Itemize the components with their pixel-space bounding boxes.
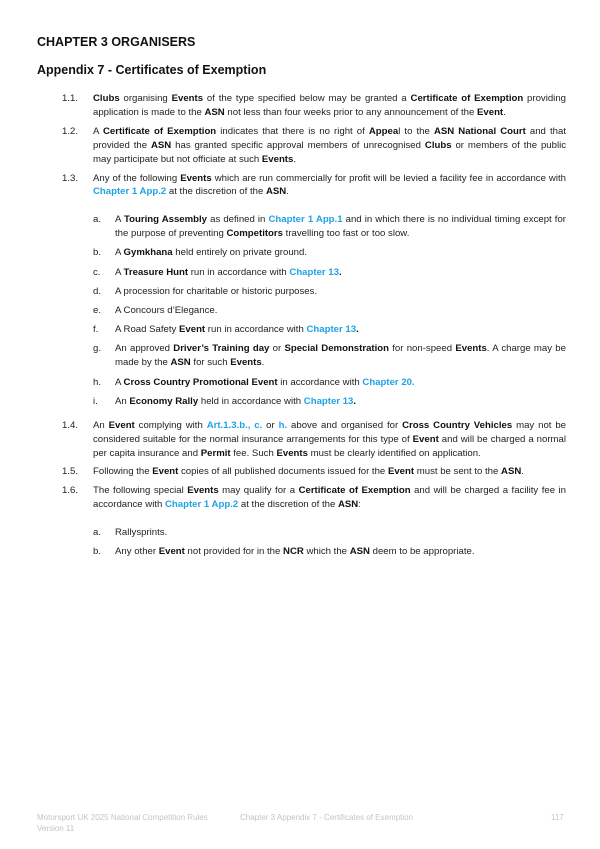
cross-reference-link[interactable]: Art.1.3.b., c. <box>206 419 263 431</box>
cross-reference-link[interactable]: h. <box>278 419 288 431</box>
defined-term: Gymkhana <box>123 247 173 259</box>
cross-reference-link[interactable]: Chapter 20. <box>362 376 415 388</box>
text-run: . <box>521 466 524 478</box>
defined-term: ASN <box>349 546 370 558</box>
text-run: and will be charged a facility fee in accordance with <box>93 485 566 511</box>
defined-term: Events <box>455 343 487 355</box>
text-run: which the <box>303 546 350 558</box>
text-run: or <box>262 419 279 431</box>
paragraph-number: 1.3. <box>62 172 79 184</box>
text-run: A Road Safety <box>115 324 179 336</box>
defined-term: ASN <box>170 357 191 369</box>
defined-term: Permit <box>200 447 231 459</box>
cross-reference-link[interactable]: Chapter 1 App.2 <box>165 499 239 511</box>
defined-term: Treasure Hunt <box>123 266 189 278</box>
text-run: run in accordance with <box>188 266 290 278</box>
sub-item-letter: a. <box>93 214 102 226</box>
sub-item-letter: c. <box>93 266 101 278</box>
sub-item <box>93 266 566 280</box>
text-run: Rallysprints. <box>115 527 168 539</box>
defined-term: Special Demonstration <box>284 343 389 355</box>
defined-term: ASN <box>150 139 172 151</box>
defined-term: ASN <box>265 186 287 198</box>
paragraph-number: 1.2. <box>62 125 79 137</box>
defined-term: Events <box>171 93 204 104</box>
sub-item-text <box>115 246 566 260</box>
text-run: as defined in <box>207 214 269 226</box>
sub-item-letter: h. <box>93 376 102 388</box>
text-run: indicates that there is no right of <box>216 125 369 137</box>
defined-term: ASN <box>337 499 359 511</box>
sub-item <box>93 285 566 299</box>
defined-term: . <box>356 324 359 336</box>
defined-term: Economy Rally <box>129 395 199 407</box>
paragraph-text <box>93 465 566 479</box>
paragraph <box>62 465 566 479</box>
text-run: held in accordance with <box>198 395 304 407</box>
sub-item <box>93 545 566 559</box>
text-run: complying with <box>134 419 207 431</box>
text-run: deem to be appropriate. <box>369 546 475 558</box>
text-run: which are run commercially for profit will be levied a facility fee in accordance with <box>211 172 566 184</box>
defined-term: Clubs <box>93 93 120 104</box>
text-run: above and organised for <box>287 419 403 431</box>
text-run: run in accordance with <box>205 324 307 336</box>
text-run: and that provided the <box>93 125 566 151</box>
text-run: held entirely on private ground. <box>172 247 308 259</box>
sub-item <box>93 395 566 409</box>
defined-term: Event <box>158 546 185 558</box>
defined-term: Event <box>387 466 415 478</box>
chapter-title: CHAPTER 3 ORGANISERS <box>37 35 196 49</box>
sub-item <box>93 323 566 337</box>
text-run: A <box>115 266 124 278</box>
sub-item-text <box>115 526 566 540</box>
defined-term: ASN <box>501 466 522 478</box>
sub-item-letter: b. <box>93 247 102 259</box>
text-run: . <box>503 106 506 118</box>
sub-item-letter: b. <box>93 546 102 558</box>
sub-item <box>93 213 566 241</box>
text-run: copies of all published documents issued for the <box>178 466 388 478</box>
paragraph-number: 1.5. <box>62 466 79 478</box>
sub-item-text <box>115 213 566 241</box>
text-run: at the discretion of the <box>238 499 338 511</box>
defined-term: Appea <box>368 125 399 137</box>
defined-term: . <box>353 395 357 407</box>
defined-term: Events <box>187 485 219 497</box>
defined-term: Event <box>477 106 504 118</box>
text-run: A <box>115 247 124 259</box>
defined-term: Driver’s Training day <box>173 343 270 355</box>
sub-item <box>93 342 566 370</box>
defined-term: Clubs <box>424 139 452 151</box>
paragraph <box>62 92 566 120</box>
text-run: A <box>93 125 103 137</box>
text-run: providing application is made to the <box>93 93 566 118</box>
paragraph-text <box>93 419 566 461</box>
paragraph <box>62 125 566 167</box>
sub-item-text <box>115 285 566 299</box>
text-run: at the discretion of the <box>166 186 266 198</box>
text-run: A Concours d’Elegance. <box>115 305 218 317</box>
text-run: . <box>293 153 297 165</box>
defined-term: Touring Assembly <box>123 214 208 226</box>
cross-reference-link[interactable]: Chapter 1 App.1 <box>268 214 343 226</box>
text-run: may not be considered suitable for the normal insurance arrangements for this type of <box>93 419 567 445</box>
defined-term: Certificate of Exemption <box>102 125 217 137</box>
sub-item-list <box>93 213 566 408</box>
sub-item <box>93 376 566 390</box>
text-run: or <box>269 343 285 355</box>
defined-term: Events <box>230 357 262 369</box>
text-run: must be sent to the <box>414 466 502 478</box>
defined-term: Event <box>412 433 439 445</box>
defined-term: Event <box>179 324 206 336</box>
text-run: not provided for in the <box>184 546 284 558</box>
text-run: . <box>261 357 265 369</box>
defined-term: Events <box>276 447 308 459</box>
paragraph-number: 1.6. <box>62 485 79 497</box>
text-run: An <box>93 419 109 431</box>
footer-publication-title: Motorsport UK 2025 National Competition Rules <box>37 813 208 822</box>
defined-term: Certificate of Exemption <box>298 485 411 497</box>
text-run: Any of the following <box>93 172 181 184</box>
appendix-title: Appendix 7 - Certificates of Exemption <box>37 63 267 77</box>
sub-item-letter: e. <box>93 305 102 317</box>
defined-term: ASN National Court <box>433 125 526 137</box>
text-run: of the type specified below may be granted a <box>203 93 411 104</box>
defined-term: Certificate of Exemption <box>410 93 524 104</box>
text-run: A <box>115 214 124 226</box>
defined-term: Event <box>108 419 135 431</box>
sub-item <box>93 526 566 540</box>
sub-item-letter: f. <box>93 324 99 336</box>
text-run: l to the <box>398 125 434 137</box>
text-run: A <box>115 376 124 388</box>
text-run: organising <box>119 93 172 104</box>
paragraph-text <box>93 484 566 512</box>
sub-item-letter: a. <box>93 527 102 539</box>
text-run: Any other <box>115 546 159 558</box>
paragraph <box>62 172 566 200</box>
sub-item <box>93 246 566 260</box>
cross-reference-link[interactable]: Chapter 13 <box>306 324 357 336</box>
paragraph-text <box>93 125 566 167</box>
text-run: may qualify for a <box>218 485 299 497</box>
text-run: : <box>358 499 361 511</box>
sub-item-letter: g. <box>93 343 102 355</box>
defined-term: Cross Country Promotional Event <box>123 376 278 388</box>
text-run: An approved <box>115 343 174 355</box>
defined-term: NCR <box>283 546 304 558</box>
footer-section: Chapter 3 Appendix 7 - Certificates of Exemption <box>240 813 413 822</box>
text-run: not less than four weeks prior to any announcement of the <box>224 106 477 118</box>
sub-item-letter: i. <box>93 395 98 407</box>
text-run: must be clearly identified on application. <box>307 447 481 459</box>
text-run: in accordance with <box>277 376 363 388</box>
sub-item-text <box>115 395 566 409</box>
footer-publication <box>37 812 208 834</box>
sub-item <box>93 304 566 318</box>
defined-term: ASN <box>204 106 225 118</box>
text-run: for non-speed <box>389 343 456 355</box>
defined-term: Events <box>180 172 212 184</box>
text-run: A procession for charitable or historic purposes. <box>115 285 318 297</box>
text-run: or members of the public may participate but not officiate at such <box>93 139 567 165</box>
text-run: . <box>286 186 289 198</box>
paragraph <box>62 419 566 461</box>
sub-item-letter: d. <box>93 285 102 297</box>
footer-version: Version 11 <box>37 824 75 833</box>
defined-term: Event <box>152 466 179 478</box>
defined-term: Cross Country Vehicles <box>402 419 513 431</box>
document-body <box>62 92 566 569</box>
paragraph-number: 1.4. <box>62 419 79 431</box>
sub-item-text <box>115 376 566 390</box>
text-run: and will be charged a normal per capita insurance and <box>93 433 566 459</box>
sub-item-text <box>115 266 566 280</box>
sub-item-text <box>115 342 566 370</box>
defined-term: Events <box>261 153 294 165</box>
text-run: for such <box>190 357 231 369</box>
paragraph-text <box>93 172 566 200</box>
sub-item-text <box>115 545 566 559</box>
text-run: Following the <box>93 466 153 478</box>
defined-term: . <box>338 266 342 278</box>
text-run: has granted specific approval members of unrecognised <box>171 139 425 151</box>
text-run: The following special <box>93 485 188 497</box>
cross-reference-link[interactable]: Chapter 1 App.2 <box>93 186 167 198</box>
text-run: fee. Such <box>230 447 277 459</box>
text-run: . A charge may be made by the <box>115 343 566 369</box>
text-run: travelling too fast or too slow. <box>282 228 410 240</box>
defined-term: Competitors <box>226 228 283 240</box>
text-run: An <box>115 395 130 407</box>
sub-item-text <box>115 323 566 337</box>
paragraph-number: 1.1. <box>62 93 79 104</box>
footer-page-number: 117 <box>551 813 564 822</box>
paragraph-text <box>93 92 566 120</box>
sub-item-list <box>93 526 566 559</box>
cross-reference-link[interactable]: Chapter 13 <box>289 266 339 278</box>
text-run: and in which there is no individual timing except for the purpose of preventing <box>115 214 566 240</box>
paragraph <box>62 484 566 512</box>
cross-reference-link[interactable]: Chapter 13 <box>303 395 354 407</box>
sub-item-text <box>115 304 566 318</box>
